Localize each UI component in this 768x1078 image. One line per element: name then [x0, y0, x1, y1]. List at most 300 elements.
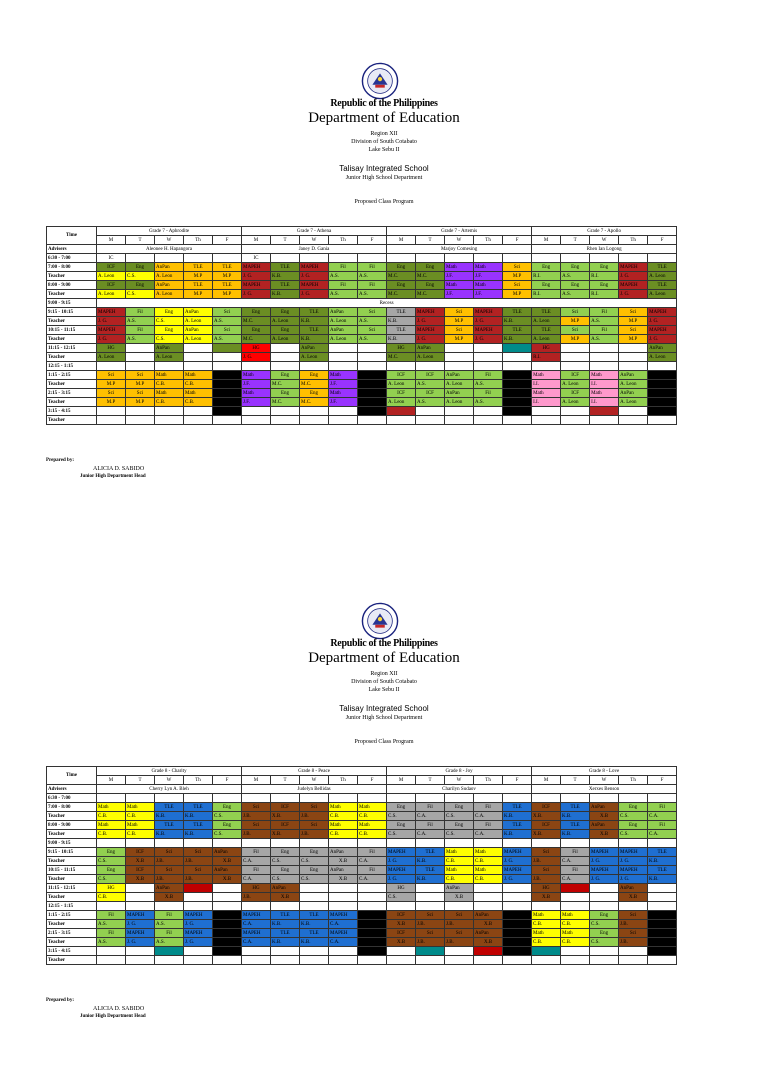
day-label: Th	[619, 776, 648, 785]
day-label: W	[155, 776, 184, 785]
schedule-cell	[242, 902, 271, 911]
schedule-cell: AnPan	[329, 848, 358, 857]
day-label: T	[561, 236, 590, 245]
schedule-cell: MAPEH	[503, 866, 532, 875]
schedule-cell	[387, 407, 416, 416]
schedule-cell: Math	[329, 371, 358, 380]
schedule-cell: A.S.	[416, 380, 445, 389]
schedule-cell: MAPEH	[126, 929, 155, 938]
schedule-cell	[445, 416, 474, 425]
schedule-cell	[358, 911, 387, 920]
schedule-cell: Sci	[126, 371, 155, 380]
schedule-cell	[213, 389, 242, 398]
schedule-cell: Fil	[474, 371, 503, 380]
section-name: Grade 8 - Charity	[97, 767, 242, 776]
schedule-cell: Eng	[590, 929, 619, 938]
schedule-cell	[358, 344, 387, 353]
schedule-cell: X.B	[474, 938, 503, 947]
schedule-cell	[358, 353, 387, 362]
schedule-cell: J.F.	[445, 272, 474, 281]
schedule-cell	[590, 839, 619, 848]
schedule-cell: ICF	[271, 821, 300, 830]
schedule-cell: Sci	[300, 803, 329, 812]
schedule-cell: TLE	[300, 326, 329, 335]
schedule-cell: C.S.	[155, 335, 184, 344]
district-line: Lake Sebu II	[368, 687, 400, 693]
division-line: Division of South Cotabato	[351, 139, 417, 145]
schedule-cell: Sci	[184, 866, 213, 875]
schedule-cell	[648, 938, 677, 947]
schedule-cell: TLE	[213, 281, 242, 290]
schedule-cell	[184, 254, 213, 263]
schedule-cell: TLE	[648, 281, 677, 290]
schedule-cell: A. Leon	[445, 398, 474, 407]
schedule-cell: C.A.	[648, 812, 677, 821]
schedule-cell: J.B.	[300, 830, 329, 839]
schedule-row	[47, 308, 677, 317]
schedule-cell	[213, 380, 242, 389]
department-line: Junior High School Department	[345, 175, 423, 181]
day-label: F	[648, 776, 677, 785]
region-line: Region XII	[370, 131, 398, 137]
schedule-cell: ICF	[532, 803, 561, 812]
schedule-cell: J.B.	[300, 812, 329, 821]
schedule-cell	[184, 407, 213, 416]
schedule-cell: Math	[590, 389, 619, 398]
schedule-cell: C.A.	[474, 812, 503, 821]
schedule-cell: K.B.	[416, 875, 445, 884]
day-label: W	[155, 236, 184, 245]
schedule-cell	[184, 839, 213, 848]
schedule-cell	[213, 398, 242, 407]
schedule-cell	[329, 839, 358, 848]
schedule-cell: HG	[97, 344, 126, 353]
schedule-cell: J.F.	[329, 380, 358, 389]
schedule-cell	[329, 254, 358, 263]
day-label: F	[358, 236, 387, 245]
section-name: Grade 8 - Joy	[387, 767, 532, 776]
schedule-cell: Fil	[358, 263, 387, 272]
schedule-cell: M.P	[619, 317, 648, 326]
program-title: Proposed Class Program	[354, 739, 414, 745]
schedule-cell: ICF	[416, 389, 445, 398]
schedule-cell: MAPEH	[416, 326, 445, 335]
time-slot-label: 6:30 - 7:00	[47, 254, 97, 263]
schedule-cell	[590, 416, 619, 425]
time-slot-label: 10:15 - 11:15	[47, 326, 97, 335]
schedule-cell	[184, 794, 213, 803]
schedule-cell	[590, 794, 619, 803]
section-name: Grade 7 - Aphrodite	[97, 227, 242, 236]
schedule-cell: Fil	[242, 848, 271, 857]
schedule-cell: A. Leon	[561, 380, 590, 389]
schedule-cell	[300, 902, 329, 911]
time-slot-label: Teacher	[47, 875, 97, 884]
schedule-cell: C.S.	[590, 920, 619, 929]
day-label: M	[242, 236, 271, 245]
schedule-cell: TLE	[387, 308, 416, 317]
schedule-cell: Sci	[126, 389, 155, 398]
schedule-cell: Eng	[242, 326, 271, 335]
schedule-cell: M.C.	[271, 380, 300, 389]
schedule-cell: Eng	[213, 821, 242, 830]
schedule-cell: TLE	[213, 263, 242, 272]
schedule-cell: Math	[561, 911, 590, 920]
schedule-cell: A.S.	[474, 380, 503, 389]
schedule-cell	[387, 794, 416, 803]
schedule-cell: AnPan	[213, 848, 242, 857]
schedule-cell: Fil	[358, 281, 387, 290]
schedule-cell: M.P	[97, 380, 126, 389]
schedule-cell: Math	[97, 821, 126, 830]
schedule-cell: MAPEH	[329, 929, 358, 938]
schedule-row	[47, 254, 677, 263]
schedule-cell: J. G.	[97, 335, 126, 344]
schedule-cell: TLE	[503, 821, 532, 830]
schedule-row	[47, 902, 677, 911]
schedule-cell: J.B.	[619, 938, 648, 947]
schedule-cell	[358, 416, 387, 425]
schedule-cell	[97, 947, 126, 956]
schedule-cell	[416, 416, 445, 425]
schedule-cell: AnPan	[155, 281, 184, 290]
schedule-cell	[503, 794, 532, 803]
recess-label: Recess	[97, 299, 677, 308]
schedule-cell	[213, 254, 242, 263]
schedule-cell	[271, 947, 300, 956]
schedule-cell: M.C.	[271, 398, 300, 407]
schedule-cell: J.B.	[155, 875, 184, 884]
schedule-cell	[387, 362, 416, 371]
schedule-cell	[126, 353, 155, 362]
schedule-cell: AnPan	[445, 371, 474, 380]
schedule-cell: Eng	[271, 308, 300, 317]
schedule-cell: K.B.	[503, 812, 532, 821]
schedule-row	[47, 830, 677, 839]
days-row	[47, 776, 677, 785]
schedule-cell	[300, 254, 329, 263]
schedule-cell: A. Leon	[271, 317, 300, 326]
schedule-cell	[126, 416, 155, 425]
schedule-cell: Math	[184, 371, 213, 380]
schedule-cell: Eng	[126, 281, 155, 290]
schedule-cell	[358, 938, 387, 947]
schedule-cell	[329, 344, 358, 353]
signatory-name: ALICIA D. SABIDO	[93, 466, 145, 472]
schedule-cell	[445, 254, 474, 263]
schedule-cell: Math	[155, 389, 184, 398]
schedule-cell: A. Leon	[271, 335, 300, 344]
schedule-cell: TLE	[300, 911, 329, 920]
schedule-cell: Eng	[97, 866, 126, 875]
schedule-cell: Sci	[445, 929, 474, 938]
schedule-cell	[97, 956, 126, 965]
adviser-name: Charilyn Sudaov	[387, 785, 532, 794]
schedule-cell: Eng	[155, 326, 184, 335]
prepared-by-label: Prepared by:	[46, 998, 75, 1003]
time-slot-label: Teacher	[47, 938, 97, 947]
schedule-cell: C.B.	[97, 830, 126, 839]
schedule-cell	[97, 407, 126, 416]
schedule-cell	[416, 956, 445, 965]
schedule-cell	[213, 416, 242, 425]
schedule-cell: A.S.	[474, 398, 503, 407]
time-slot-label: Teacher	[47, 416, 97, 425]
schedule-cell	[184, 947, 213, 956]
deped-seal-icon	[361, 62, 399, 100]
schedule-cell	[242, 407, 271, 416]
schedule-cell	[358, 893, 387, 902]
schedule-cell: ICF	[532, 821, 561, 830]
schedule-cell	[155, 839, 184, 848]
schedule-cell: K.B.	[184, 812, 213, 821]
schedule-cell: Eng	[387, 803, 416, 812]
time-slot-label: 12:15 - 1:15	[47, 362, 97, 371]
schedule-cell	[561, 794, 590, 803]
schedule-cell	[561, 353, 590, 362]
schedule-cell	[416, 902, 445, 911]
schedule-cell	[561, 902, 590, 911]
schedule-cell: MAPEH	[387, 848, 416, 857]
schedule-row	[47, 317, 677, 326]
schedule-cell: J.B.	[532, 875, 561, 884]
schedule-cell: Fil	[416, 803, 445, 812]
schedule-cell: A. Leon	[416, 353, 445, 362]
schedule-cell	[213, 407, 242, 416]
schedule-page-2	[0, 566, 768, 1078]
schedule-cell: J.F.	[242, 380, 271, 389]
schedule-cell	[271, 353, 300, 362]
schedule-cell	[416, 407, 445, 416]
schedule-cell: C.S.	[445, 830, 474, 839]
schedule-cell	[648, 362, 677, 371]
schedule-cell: A. Leon	[97, 290, 126, 299]
schedule-cell: J.B.	[416, 938, 445, 947]
schedule-cell	[648, 956, 677, 965]
schedule-cell	[358, 389, 387, 398]
schedule-cell: C.S.	[213, 812, 242, 821]
schedule-cell: R.I.	[532, 272, 561, 281]
time-slot-label: Teacher	[47, 812, 97, 821]
schedule-cell	[126, 839, 155, 848]
schedule-cell: J. G.	[590, 875, 619, 884]
schedule-cell	[532, 407, 561, 416]
schedule-cell: A.S.	[126, 335, 155, 344]
schedule-cell	[648, 911, 677, 920]
schedule-cell: Math	[532, 389, 561, 398]
adviser-name: Xerxes Benson	[532, 785, 677, 794]
schedule-cell	[213, 884, 242, 893]
schedule-cell: Eng	[445, 821, 474, 830]
schedule-cell	[387, 416, 416, 425]
schedule-cell: J. G.	[416, 335, 445, 344]
schedule-cell	[184, 416, 213, 425]
schedule-cell: C.A.	[358, 875, 387, 884]
schedule-row	[47, 794, 677, 803]
schedule-cell	[242, 839, 271, 848]
schedule-cell: HG	[242, 344, 271, 353]
schedule-cell: A.S.	[590, 335, 619, 344]
schedule-cell	[474, 254, 503, 263]
schedule-cell: C.S.	[97, 875, 126, 884]
schedule-cell: Fil	[590, 308, 619, 317]
schedule-cell	[474, 893, 503, 902]
schedule-row	[47, 875, 677, 884]
schedule-cell: C.S.	[271, 875, 300, 884]
schedule-cell	[329, 947, 358, 956]
schedule-cell: C.A.	[242, 875, 271, 884]
schedule-cell: Math	[97, 803, 126, 812]
schedule-cell: J. G.	[300, 272, 329, 281]
schedule-cell	[590, 956, 619, 965]
schedule-cell: Math	[474, 263, 503, 272]
section-name: Grade 8 - Peace	[242, 767, 387, 776]
schedule-cell: AnPan	[155, 884, 184, 893]
schedule-cell: Sci	[619, 911, 648, 920]
day-label: F	[213, 236, 242, 245]
schedule-cell: J.B.	[242, 893, 271, 902]
schedule-cell	[503, 947, 532, 956]
schedule-cell: X.B	[329, 875, 358, 884]
schedule-cell: IC	[242, 254, 271, 263]
schedule-cell: Fil	[97, 911, 126, 920]
schedule-cell: Sci	[445, 326, 474, 335]
schedule-cell: AnPan	[474, 911, 503, 920]
time-slot-label: Teacher	[47, 956, 97, 965]
schedule-cell: ICF	[271, 803, 300, 812]
schedule-cell: Eng	[300, 371, 329, 380]
schedule-cell: A. Leon	[329, 317, 358, 326]
schedule-cell	[648, 893, 677, 902]
schedule-cell: C.S.	[387, 893, 416, 902]
schedule-cell: M.C.	[242, 335, 271, 344]
schedule-cell: AnPan	[213, 866, 242, 875]
schedule-cell: A.S.	[329, 272, 358, 281]
schedule-cell	[619, 353, 648, 362]
schedule-cell: K.B.	[648, 857, 677, 866]
schedule-cell: C.S.	[300, 857, 329, 866]
schedule-cell: X.B	[532, 893, 561, 902]
schedule-cell: X.B	[126, 875, 155, 884]
schedule-cell: C.A.	[561, 875, 590, 884]
schedule-cell	[271, 902, 300, 911]
schedule-cell: MAPEH	[416, 308, 445, 317]
schedule-cell	[97, 902, 126, 911]
schedule-cell: Sci	[532, 848, 561, 857]
schedule-cell: M.P	[126, 380, 155, 389]
schedule-cell: M.P	[213, 272, 242, 281]
schedule-cell	[271, 839, 300, 848]
schedule-cell	[532, 902, 561, 911]
schedule-cell: J. G.	[184, 938, 213, 947]
department-title: Department of Education	[308, 110, 460, 126]
schedule-row	[47, 290, 677, 299]
schedule-cell	[648, 794, 677, 803]
schedule-cell: J.F.	[445, 290, 474, 299]
schedule-cell: C.B.	[184, 380, 213, 389]
schedule-cell	[387, 839, 416, 848]
schedule-cell: Fil	[561, 866, 590, 875]
schedule-cell: A. Leon	[532, 335, 561, 344]
schedule-cell	[387, 956, 416, 965]
schedule-cell	[242, 956, 271, 965]
schedule-cell: A. Leon	[387, 398, 416, 407]
schedule-cell: Math	[532, 929, 561, 938]
schedule-cell	[213, 947, 242, 956]
schedule-cell: X.B.	[532, 812, 561, 821]
schedule-cell: K.B.	[503, 317, 532, 326]
schedule-cell	[561, 416, 590, 425]
schedule-cell: C.S.	[126, 290, 155, 299]
schedule-row	[47, 371, 677, 380]
schedule-cell: TLE	[648, 263, 677, 272]
schedule-cell: M.C.	[242, 317, 271, 326]
schedule-cell: Sci	[416, 929, 445, 938]
schedule-cell: C.B.	[155, 398, 184, 407]
schedule-cell	[648, 902, 677, 911]
schedule-cell: Math	[126, 803, 155, 812]
schedule-cell	[300, 362, 329, 371]
schedule-cell: AnPan	[619, 389, 648, 398]
schedule-cell: X.B	[590, 830, 619, 839]
schedule-cell: K.B.	[300, 335, 329, 344]
schedule-cell: Fil	[590, 326, 619, 335]
schedule-cell: AnPan	[300, 344, 329, 353]
schedule-cell: C.B.	[329, 830, 358, 839]
schedule-cell	[590, 344, 619, 353]
schedule-cell: Math	[126, 821, 155, 830]
schedule-cell: J. G.	[648, 317, 677, 326]
schedule-cell: Eng	[242, 308, 271, 317]
schedule-cell: C.B.	[329, 812, 358, 821]
schedule-cell: C.B.	[445, 875, 474, 884]
schedule-cell: A.S.	[155, 920, 184, 929]
schedule-cell	[474, 902, 503, 911]
schedule-cell: X.B	[155, 893, 184, 902]
schedule-cell: J.B.	[242, 830, 271, 839]
schedule-cell: A. Leon	[532, 317, 561, 326]
schedule-cell: MAPEH	[329, 911, 358, 920]
schedule-cell	[648, 929, 677, 938]
schedule-cell	[213, 371, 242, 380]
schedule-cell	[329, 884, 358, 893]
schedule-cell: J. G.	[619, 875, 648, 884]
schedule-cell	[213, 902, 242, 911]
schedule-cell: X.B	[271, 893, 300, 902]
schedule-cell: TLE	[184, 263, 213, 272]
schedule-cell	[329, 362, 358, 371]
schedule-cell	[590, 947, 619, 956]
schedule-cell: Eng	[532, 281, 561, 290]
schedule-cell: Sci	[155, 848, 184, 857]
time-slot-label: 3:15 - 4:15	[47, 947, 97, 956]
schedule-cell: A. Leon	[619, 380, 648, 389]
schedule-cell: Sci	[619, 326, 648, 335]
schedule-cell: J.B.	[184, 857, 213, 866]
schedule-cell: M.C.	[416, 290, 445, 299]
adviser-name: Judelyn Bellidas	[242, 785, 387, 794]
schedule-cell: X.B	[126, 857, 155, 866]
time-slot-label: 1:15 - 2:15	[47, 911, 97, 920]
schedule-cell: MAPEH	[184, 911, 213, 920]
schedule-cell: MAPEH	[242, 281, 271, 290]
schedule-cell: I.I.	[590, 380, 619, 389]
schedule-cell: Math	[532, 371, 561, 380]
schedule-cell: I.I.	[590, 398, 619, 407]
schedule-cell: C.A.	[358, 857, 387, 866]
schedule-cell: Eng	[445, 803, 474, 812]
time-slot-label: 9:00 - 9:15	[47, 299, 97, 308]
